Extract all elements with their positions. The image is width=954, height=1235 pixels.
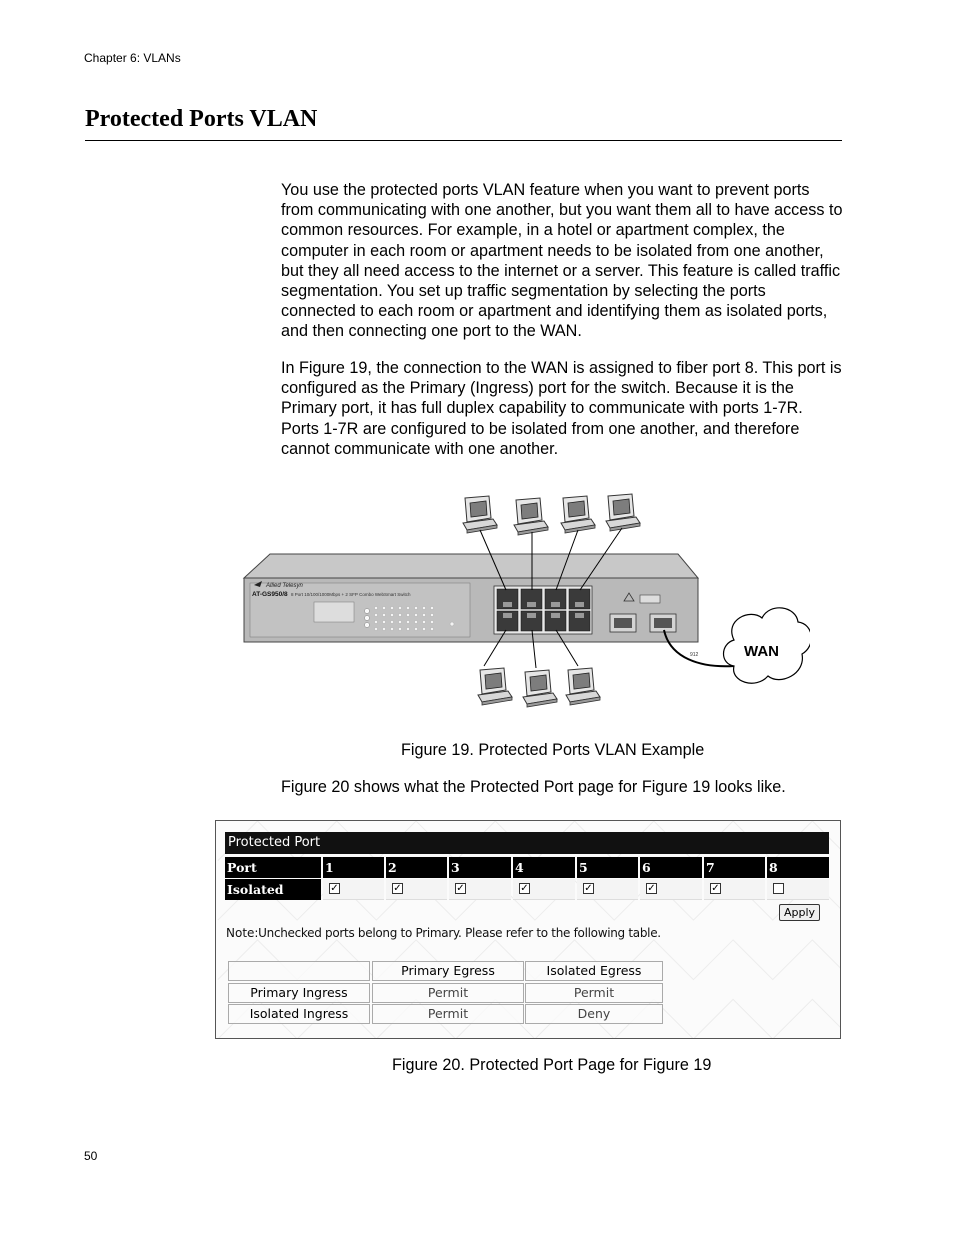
port-number: 5 (577, 857, 638, 878)
title-rule (85, 140, 842, 141)
table-corner-cell (228, 961, 370, 981)
paragraph-intro: You use the protected ports VLAN feature when you want to prevent ports from communicating with one another, but you want them all to have access to common resources. For example, in a hotel or apartment complex, the computer in each room or apartment needs to be isolated from one another, but they all need access to the internet or a server. This feature is called traffic segmentation. You set up traffic segmentation by selecting the ports connected to each room or apartment and identifying them as isolated ports, and then connecting one port to the WAN. (281, 181, 843, 341)
row-header-isolated-ingress: Isolated Ingress (228, 1004, 370, 1024)
note-label: Note (226, 926, 255, 940)
figure-19-diagram (240, 490, 810, 715)
isolated-checkbox[interactable]: ✓ (647, 883, 656, 894)
running-header: Chapter 6: VLANs (84, 51, 181, 65)
isolated-checkbox[interactable] (773, 883, 784, 894)
figure-20-lead: Figure 20 shows what the Protected Port page for Figure 19 looks like. (281, 778, 786, 796)
table-cell: Permit (372, 983, 524, 1003)
figure-code: 912 (690, 652, 699, 658)
section-title: Protected Ports VLAN (85, 106, 318, 132)
table-cell: Deny (525, 1004, 663, 1024)
wan-label: WAN (744, 643, 779, 660)
isolated-row-label: Isolated (225, 879, 321, 900)
column-header-primary-egress: Primary Egress (372, 961, 524, 981)
page-number: 50 (84, 1149, 98, 1163)
model-desc: 8 Port 10/100/1000Mbps + 2 SFP Combo WebSmart Switch (291, 592, 411, 597)
figure-20-caption: Figure 20. Protected Port Page for Figure 19 (392, 1056, 712, 1074)
port-number: 8 (767, 857, 829, 878)
table-cell: Permit (525, 983, 663, 1003)
port-number: 2 (386, 857, 447, 878)
table-cell: Permit (372, 1004, 524, 1024)
computer-icon (478, 668, 512, 705)
computer-icon (606, 494, 640, 531)
apply-button[interactable]: Apply (779, 904, 820, 921)
row-header-primary-ingress: Primary Ingress (228, 983, 370, 1003)
computer-icon (463, 496, 497, 533)
paragraph-figure19: In Figure 19, the connection to the WAN is assigned to fiber port 8. This port is configured as the Primary (Ingress) port for the switch. Because it is the Primary port, it has full duplex capability to communicate with ports 1-7R. Ports 1-7R are configured to be isolated from one another, and therefore cannot communicate with one another. (281, 359, 842, 458)
computer-icon (523, 670, 557, 707)
computer-icon (514, 498, 548, 535)
figure-19-caption: Figure 19. Protected Ports VLAN Example (401, 741, 705, 759)
column-header-isolated-egress: Isolated Egress (525, 961, 663, 981)
note-body: :Unchecked ports belong to Primary. Please refer to the following table. (254, 926, 661, 940)
port-number: 6 (640, 857, 702, 878)
computer-icon (566, 668, 600, 705)
figure-20-screenshot (215, 820, 841, 1039)
port-row-label: Port (225, 857, 321, 878)
isolated-checkbox[interactable]: ✓ (584, 883, 593, 894)
computer-icon (561, 496, 595, 533)
port-number: 4 (513, 857, 575, 878)
isolated-checkbox[interactable]: ✓ (520, 883, 529, 894)
port-number: 3 (449, 857, 511, 878)
panel-title-bar: Protected Port (225, 832, 829, 854)
port-number: 7 (704, 857, 765, 878)
isolated-row (225, 879, 829, 900)
brand-label: Allied Telesyn (266, 583, 303, 589)
isolated-checkbox[interactable]: ✓ (456, 883, 465, 894)
model-label: AT-GS950/8 (252, 591, 288, 598)
port-header-row (225, 857, 829, 878)
note-text (226, 926, 661, 940)
isolated-checkbox[interactable]: ✓ (711, 883, 720, 894)
isolated-checkbox[interactable]: ✓ (330, 883, 339, 894)
port-number: 1 (323, 857, 384, 878)
isolated-checkbox[interactable]: ✓ (393, 883, 402, 894)
